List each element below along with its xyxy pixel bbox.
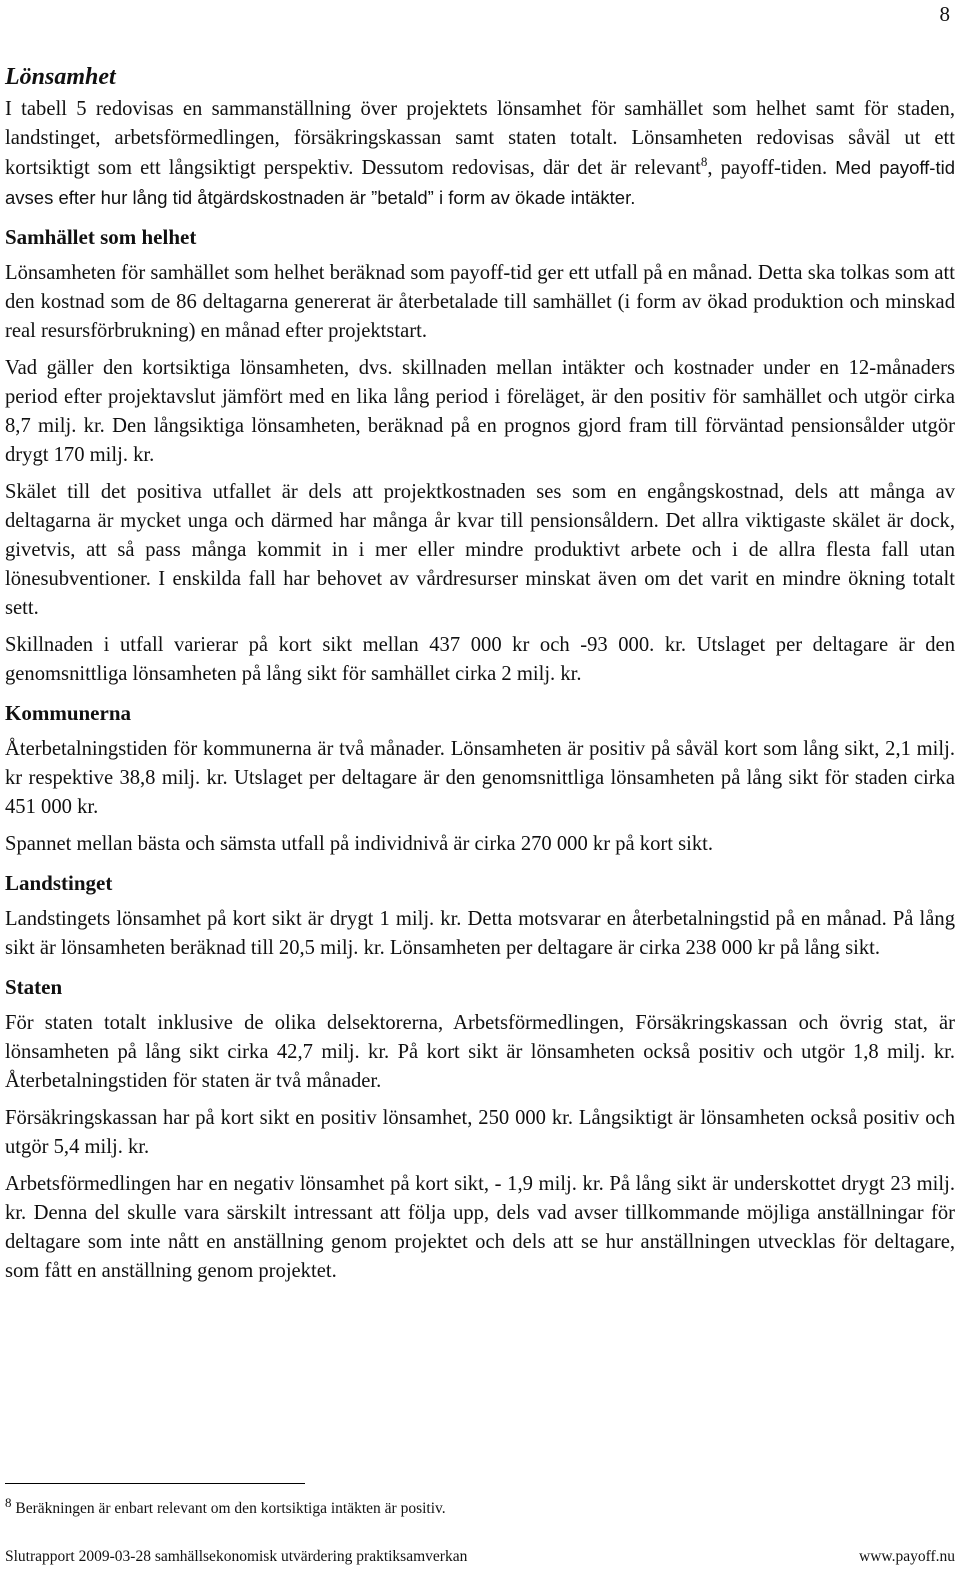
paragraph: Återbetalningstiden för kommunerna är två månader. Lönsamheten är positiv på såväl kort som lång sikt, 2,1 milj. kr respektive 38,8 milj. kr. Utslaget per deltagare är den genomsnittliga lönsamheten på lång sikt för staden cirka 451 000 kr. bbox=[5, 738, 955, 818]
footnote-ref: 8 bbox=[700, 154, 708, 170]
text-run: Vad gäller den kortsiktiga lönsamheten, dvs. bbox=[5, 357, 393, 379]
footnote-number: 8 bbox=[5, 1494, 12, 1510]
text-run: I tabell 5 redovisas en sammanställning över projektets lönsamhet för samhället som helhet samt för staden, landstinget, arbetsförmedlingen, försäkringskassan samt staten totalt. Lönsamheten redovisas såväl ut ett kortsiktigt som ett långsiktigt perspektiv. Dessutom redovisas, där det är relevant bbox=[5, 98, 955, 179]
text-run: , payoff-tiden. bbox=[707, 157, 828, 179]
footnote bbox=[5, 1494, 446, 1518]
section-heading-lonsamhet: Lönsamhet bbox=[5, 64, 116, 90]
paragraph: Spannet mellan bästa och sämsta utfall på individnivå är cirka 270 000 kr på kort sikt. bbox=[5, 833, 714, 855]
paragraph: Skälet till det positiva utfallet är dels att projektkostnaden ses som en engångskostnad, dels att många av deltagarna är mycket unga och därmed har många år kvar till pensionsåldern. Det allra viktigaste skälet är dock, givetvis, att så pass många kommit in i mer eller mindre produktivt arbete och i de allra flesta fall utan lönesubventioner. I enskilda fall har behovet av vårdresurser minskat även om det varit en mindre ökning totalt sett. bbox=[5, 481, 955, 619]
footer-website: www.payoff.nu bbox=[859, 1548, 955, 1565]
paragraph bbox=[5, 259, 955, 346]
paragraph: Skillnaden i utfall varierar på kort sikt mellan 437 000 kr och -93 000. kr. Utslaget per deltagare är den genomsnittliga lönsamheten på lång sikt för samhället cirka 2 milj. kr. bbox=[5, 634, 955, 685]
footer-report-title: Slutrapport 2009-03-28 samhällsekonomisk utvärdering praktiksamverkan bbox=[5, 1548, 468, 1565]
paragraph: För staten totalt inklusive de olika delsektorerna, Arbetsförmedlingen, Försäkringskassan och övrig stat, är lönsamheten på lång sikt cirka 42,7 milj. kr. På kort sikt är lönsamheten också positiv och utgör 1,8 milj. kr. Återbetalningstiden för staten är två månader. bbox=[5, 1012, 955, 1092]
section-heading-landstinget: Landstinget bbox=[5, 871, 113, 895]
paragraph bbox=[5, 354, 955, 470]
page-footer bbox=[5, 1548, 955, 1566]
section-heading-kommunerna: Kommunerna bbox=[5, 701, 131, 725]
paragraph: Landstingets lönsamhet på kort sikt är drygt 1 milj. kr. Detta motsvarar en återbetalningstid på en månad. På lång sikt är lönsamheten beräknad till 20,5 milj. kr. Lönsamheten per deltagare är cirka 238 000 kr på lång sikt. bbox=[5, 908, 955, 959]
text-run: skillnaden mellan intäkter och kostnader under en 12-månaders period efter projektavslut jämfört med en lika lång period i föreläget, är den positiv för samhället och utgör cirka 8,7 milj. kr. Den långsiktiga lönsamheten, beräknad på en prognos gjord fram till förväntad pensionsålder utgör drygt 170 milj. kr. bbox=[5, 357, 955, 466]
section-heading-staten: Staten bbox=[5, 975, 63, 999]
paragraph: Försäkringskassan har på kort sikt en positiv lönsamhet, 250 000 kr. Långsiktigt är lönsamheten också positiv och utgör 5,4 milj. kr. bbox=[5, 1107, 955, 1158]
page-number: 8 bbox=[939, 2, 950, 26]
document-body bbox=[5, 64, 955, 1294]
paragraph bbox=[5, 95, 955, 213]
text-run: Med payoff-tid avses efter hur lång tid åtgärdskostnaden är ”betald” i form av ökade intäkter. bbox=[5, 157, 956, 208]
text-run: Lönsamheten för samhället som helhet beräknad som payoff-tid ger ett utfall på en månad. Detta ska tolkas som att den kostnad som de 86 deltagarna genererat är återbetalade till samhället (i form av ökad produktion och minskad real resursförbrukning) en månad efter projektstart. bbox=[5, 262, 955, 342]
footnote-divider bbox=[5, 1483, 305, 1484]
paragraph: Arbetsförmedlingen har en negativ lönsamhet på kort sikt, - 1,9 milj. kr. På lång sikt är underskottet drygt 23 milj. kr. Denna del skulle vara särskilt intressant att följa upp, dels vad avser tillkommande möjliga anställningar för deltagare som inte nått en anställning genom projektet och dels att se hur anställningen utvecklas för deltagare, som fått en anställning genom projektet. bbox=[5, 1173, 955, 1282]
footnote-text: Beräkningen är enbart relevant om den kortsiktiga intäkten är positiv. bbox=[11, 1500, 446, 1517]
section-heading-samhallet: Samhället som helhet bbox=[5, 225, 197, 249]
